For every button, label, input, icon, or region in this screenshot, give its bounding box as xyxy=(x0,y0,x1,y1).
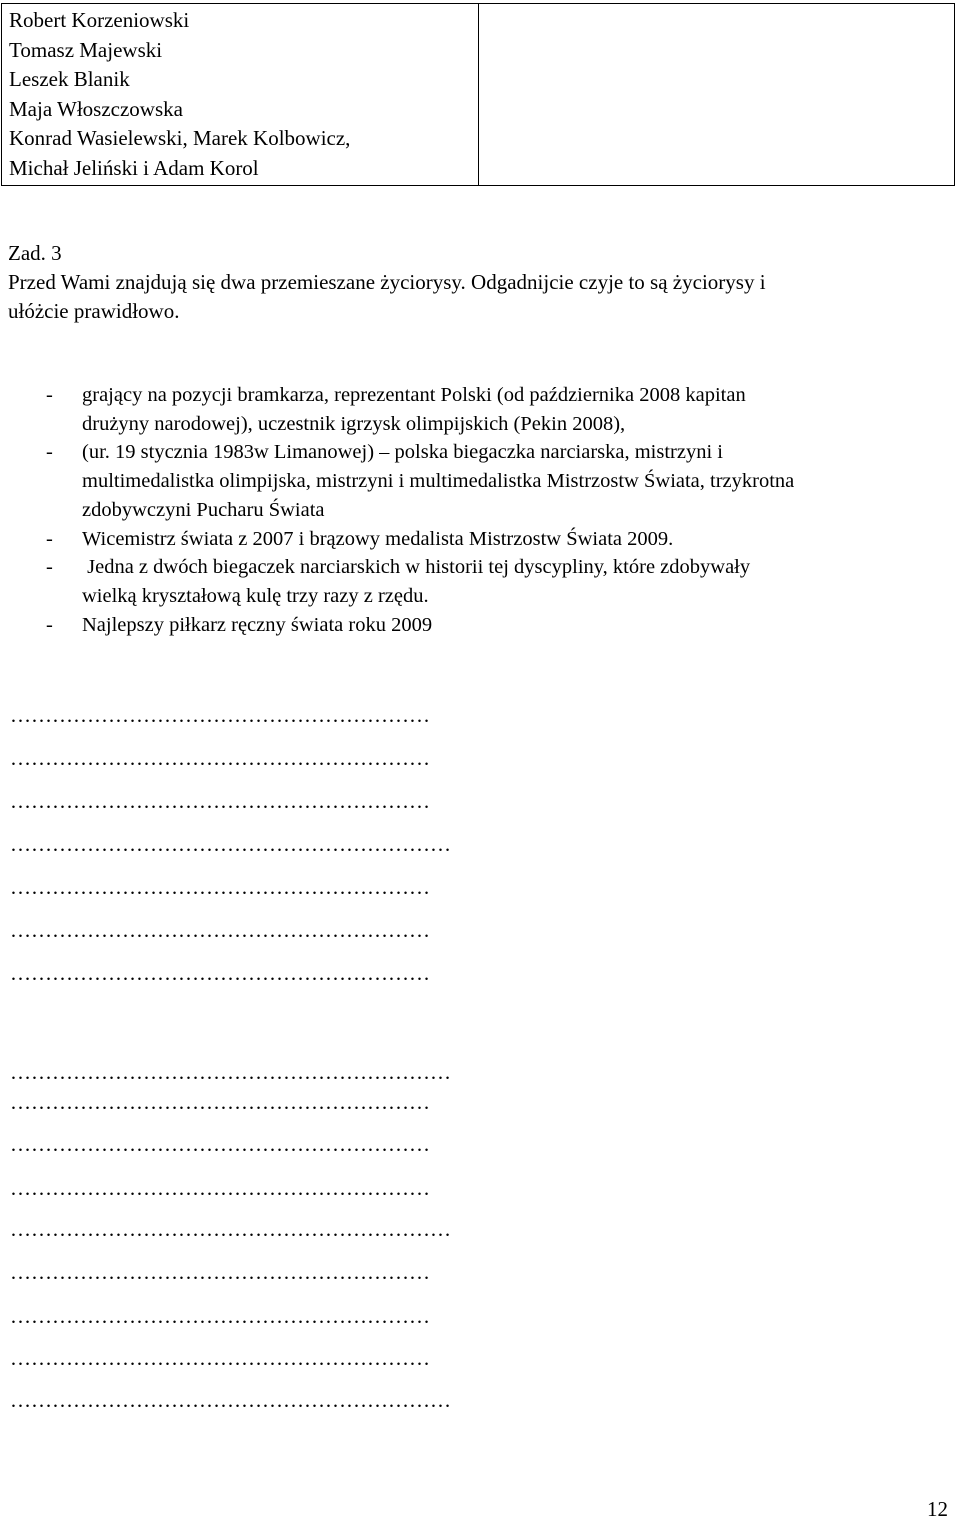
bullet-dash: - xyxy=(46,613,53,636)
bullet-dash: - xyxy=(46,527,53,550)
page-number: 12 xyxy=(927,1497,948,1521)
biography-list xyxy=(8,381,953,639)
table-row xyxy=(2,4,955,186)
name-item: Robert Korzeniowski xyxy=(9,8,190,32)
names-table xyxy=(1,3,955,186)
bullet-dash: - xyxy=(46,556,53,579)
names-cell xyxy=(2,4,479,186)
list-item-text: Najlepszy piłkarz ręczny świata roku 2009 xyxy=(82,613,433,636)
answer-line[interactable]: …………………………………………………… xyxy=(10,1304,430,1328)
answer-line[interactable]: …………………………………………………… xyxy=(10,961,430,985)
name-item: Michał Jeliński i Adam Korol xyxy=(9,155,259,180)
answer-line[interactable]: …………………………………………………… xyxy=(10,918,430,942)
name-item: Konrad Wasielewski, Marek Kolbowicz, xyxy=(9,126,351,150)
answer-line[interactable]: …………………………………………………… xyxy=(10,789,430,813)
name-item: Tomasz Majewski xyxy=(9,37,163,62)
bullet-dash: - xyxy=(46,441,53,464)
answer-line[interactable]: ……………………………………………………… xyxy=(10,1388,451,1412)
list-item-text: drużyny narodowej), uczestnik igrzysk olimpijskich (Pekin 2008), xyxy=(82,412,626,435)
list-item-text: wielką kryształową kulę trzy razy z rzędu. xyxy=(82,584,429,607)
answer-line[interactable]: …………………………………………………… xyxy=(10,703,430,727)
list-item-text: zdobywczyni Pucharu Świata xyxy=(82,498,325,521)
list-item-text: multimedalistka olimpijska, mistrzyni i multimedalistka Mistrzostw Świata, trzykrotna xyxy=(82,470,795,493)
list-item xyxy=(8,381,953,438)
answer-line[interactable]: …………………………………………………… xyxy=(10,1260,430,1284)
list-item-text: Wicemistrz świata z 2007 i brązowy medalista Mistrzostw Świata 2009. xyxy=(82,527,674,550)
list-item-text: (ur. 19 stycznia 1983w Limanowej) – polska biegaczka narciarska, mistrzyni i xyxy=(82,441,723,464)
answer-line[interactable]: ……………………………………………………… xyxy=(10,832,451,856)
name-item: Maja Włoszczowska xyxy=(9,96,183,121)
name-item: Leszek Blanik xyxy=(9,67,130,91)
answer-line[interactable]: …………………………………………………… xyxy=(10,746,430,770)
answer-line[interactable]: …………………………………………………… xyxy=(10,1176,430,1200)
list-item-text: grający na pozycji bramkarza, reprezentant Polski (od października 2008 kapitan xyxy=(82,384,746,406)
task-section xyxy=(8,239,938,326)
answer-line[interactable]: …………………………………………………… xyxy=(10,1132,430,1156)
list-item xyxy=(8,553,953,610)
task-title: Zad. 3 xyxy=(8,241,62,265)
list-item xyxy=(8,611,953,640)
task-instruction: Przed Wami znajdują się dwa przemieszane życiorysy. Odgadnijcie czyje to są życiorysy i xyxy=(8,270,766,294)
task-instruction: ułóżcie prawidłowo. xyxy=(8,299,180,323)
answer-line[interactable]: ……………………………………………………… xyxy=(10,1060,451,1084)
answer-cell[interactable] xyxy=(479,4,955,186)
answer-line[interactable]: …………………………………………………… xyxy=(10,1346,430,1370)
bullet-dash: - xyxy=(46,384,53,406)
list-item-text: Jedna z dwóch biegaczek narciarskich w historii tej dyscypliny, które zdobywały xyxy=(82,556,751,579)
answer-line[interactable]: ……………………………………………………… xyxy=(10,1217,451,1241)
answer-line[interactable]: …………………………………………………… xyxy=(10,1090,430,1114)
answer-line[interactable]: …………………………………………………… xyxy=(10,875,430,899)
list-item xyxy=(8,438,953,524)
list-item xyxy=(8,525,953,554)
